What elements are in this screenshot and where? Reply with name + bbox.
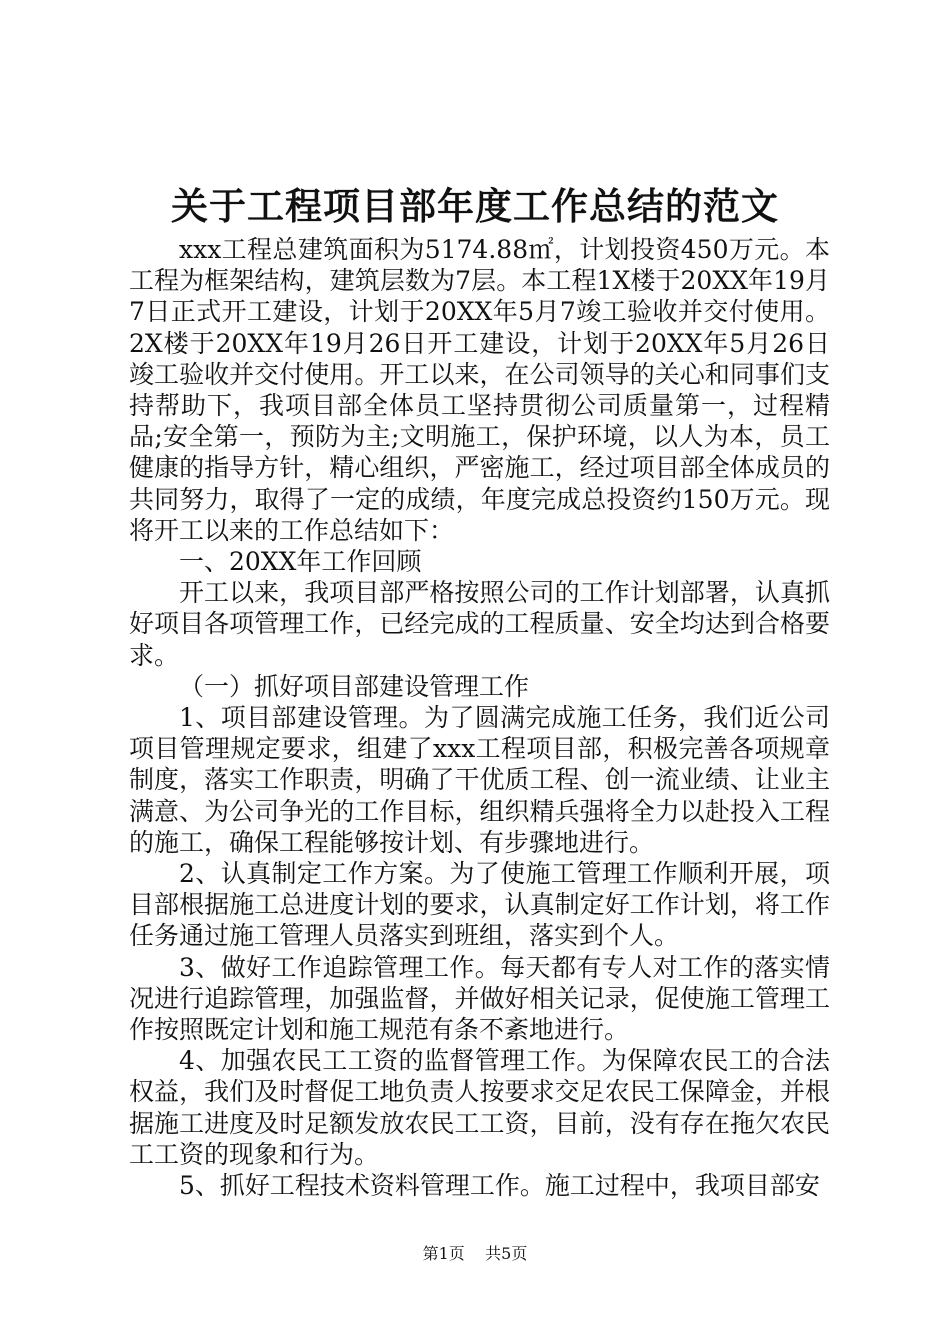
item-paragraph-3: 3、做好工作追踪管理工作。每天都有专人对工作的落实情况进行追踪管理，加强监督，并做好相关记录，促使施工管理工作按照既定计划和施工规范有条不紊地进行。	[129, 952, 830, 1045]
document-title: 关于工程项目部年度工作总结的范文	[171, 184, 779, 228]
subsection-heading: （一）抓好项目部建设管理工作	[179, 671, 530, 701]
item-paragraph-5: 5、抓好工程技术资料管理工作。施工过程中，我项目部安	[179, 1171, 820, 1201]
document-body	[129, 234, 830, 1201]
item-paragraph-1: 1、项目部建设管理。为了圆满完成施工任务，我们近公司项目管理规定要求，组建了xxx工程项目部，积极完善各项规章制度，落实工作职责，明确了干优质工程、创一流业绩、让业主满意、为公司争光的工作目标，组织精兵强将全力以赴投入工程的施工，确保工程能够按计划、有步骤地进行。	[129, 703, 830, 857]
page-separator	[470, 1244, 480, 1263]
item-paragraph-2: 2、认真制定工作方案。为了使施工管理工作顺利开展，项目部根据施工总进度计划的要求，认真制定好工作计划，将工作任务通过施工管理人员落实到班组，落实到个人。	[129, 859, 830, 951]
section-paragraph: 开工以来，我项目部严格按照公司的工作计划部署，认真抓好项目各项管理工作，已经完成的工程质量、安全均达到合格要求。	[129, 578, 830, 670]
page-total: 共5页	[485, 1244, 528, 1263]
item-paragraph-4: 4、加强农民工工资的监督管理工作。为保障农民工的合法权益，我们及时督促工地负责人按要求交足农民工保障金，并根据施工进度及时足额发放农民工工资，目前，没有存在拖欠农民工工资的现象和行为。	[129, 1046, 830, 1169]
intro-paragraph: xxx工程总建筑面积为5174.88㎡，计划投资450万元。本工程为框架结构，建筑层数为7层。本工程1X楼于20XX年19月7日正式开工建设，计划于20XX年5月7竣工验收并交付使用。2X楼于20XX年19月26日开工建设，计划于20XX年5月26日竣工验收并交付使用。开工以来，在公司领导的关心和同事们支持帮助下，我项目部全体员工坚持贯彻公司质量第一，过程精品;安全第一，预防为主;文明施工，保护环境，以人为本，员工健康的指导方针，精心组织，严密施工，经过项目部全体成员的共同努力，取得了一定的成绩，年度完成总投资约150万元。现将开工以来的工作总结如下：	[129, 235, 830, 545]
section-heading: 一、20XX年工作回顾	[179, 547, 422, 577]
page-footer	[0, 1244, 950, 1264]
page-number: 第1页	[422, 1244, 465, 1263]
